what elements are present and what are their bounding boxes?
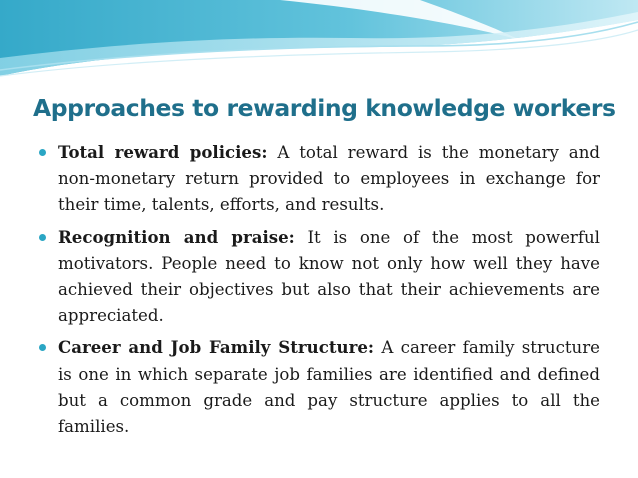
bullet-heading: Total reward policies: bbox=[58, 142, 268, 162]
bullet-text: A career family structure is one in which separate job families are identified and defined but a common grade and pay structure applies to all the families. bbox=[58, 338, 600, 437]
bullet-list bbox=[40, 139, 600, 445]
bullet-item-recognition bbox=[40, 224, 600, 330]
bullet-heading: Career and Job Family Structure: bbox=[58, 337, 374, 358]
bullet-dot-icon bbox=[39, 149, 46, 156]
bullet-dot-icon bbox=[39, 344, 46, 351]
header-wave-decoration bbox=[0, 0, 638, 80]
bullet-text: A total reward is the monetary and non-monetary return provided to employees in exchange for their time, talents, efforts, and results. bbox=[58, 143, 601, 215]
bullet-item-total-reward bbox=[40, 139, 600, 219]
bullet-item-career-structure bbox=[40, 334, 600, 440]
slide-title: Approaches to rewarding knowledge workers bbox=[33, 94, 616, 122]
bullet-text: It is one of the most powerful motivators. People need to know not only how well they have achieved their objectives but also that their achievements are appreciated. bbox=[58, 227, 600, 326]
bullet-heading: Recognition and praise: bbox=[58, 226, 295, 247]
bullet-dot-icon bbox=[39, 234, 46, 241]
